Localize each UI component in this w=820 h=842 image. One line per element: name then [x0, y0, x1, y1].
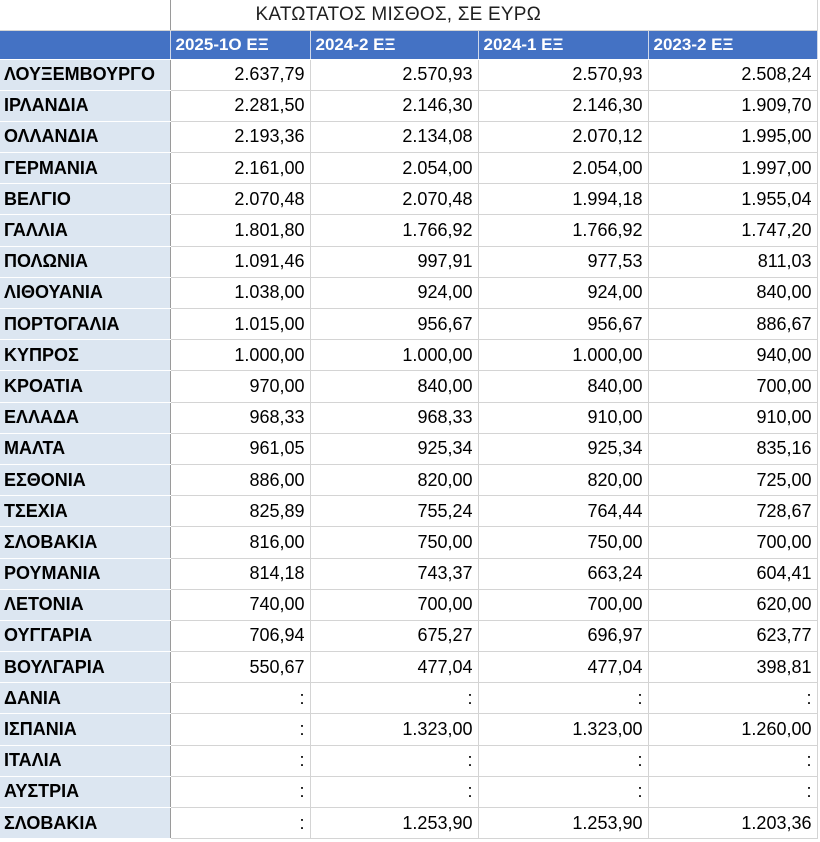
- value-cell[interactable]: 750,00: [310, 527, 478, 558]
- value-cell[interactable]: 820,00: [310, 464, 478, 495]
- table-row: [0, 496, 817, 527]
- table-row: [0, 808, 817, 839]
- value-cell[interactable]: 764,44: [478, 496, 648, 527]
- value-cell[interactable]: 1.015,00: [170, 309, 310, 340]
- value-cell[interactable]: 956,67: [478, 309, 648, 340]
- title-corner-cell[interactable]: [0, 0, 170, 30]
- value-cell[interactable]: 997,91: [310, 246, 478, 277]
- country-cell[interactable]: ΒΕΛΓΙΟ: [0, 184, 170, 215]
- value-cell[interactable]: :: [478, 683, 648, 714]
- country-cell[interactable]: ΟΥΓΓΑΡΙΑ: [0, 620, 170, 651]
- title-row: [0, 0, 817, 30]
- value-cell[interactable]: 728,67: [648, 496, 817, 527]
- value-cell[interactable]: 1.323,00: [310, 714, 478, 745]
- country-cell[interactable]: ΙΡΛΑΝΔΙΑ: [0, 90, 170, 121]
- country-cell[interactable]: ΙΤΑΛΙΑ: [0, 745, 170, 776]
- header-corner-cell[interactable]: [0, 30, 170, 59]
- value-cell[interactable]: 2.161,00: [170, 153, 310, 184]
- value-cell[interactable]: 700,00: [648, 527, 817, 558]
- value-cell[interactable]: 604,41: [648, 558, 817, 589]
- country-cell[interactable]: ΜΑΛΤΑ: [0, 433, 170, 464]
- table-row: [0, 59, 817, 90]
- column-header[interactable]: 2024-1 ΕΞ: [478, 30, 648, 59]
- value-cell[interactable]: 1.997,00: [648, 153, 817, 184]
- table-row: [0, 277, 817, 308]
- value-cell[interactable]: 1.766,92: [310, 215, 478, 246]
- value-cell[interactable]: 2.508,24: [648, 59, 817, 90]
- value-cell[interactable]: 840,00: [478, 371, 648, 402]
- value-cell[interactable]: 2.146,30: [310, 90, 478, 121]
- value-cell[interactable]: 1.000,00: [478, 340, 648, 371]
- country-cell[interactable]: ΑΥΣΤΡΙΑ: [0, 776, 170, 807]
- country-cell[interactable]: ΕΛΛΑΔΑ: [0, 402, 170, 433]
- table-row: [0, 121, 817, 152]
- country-cell[interactable]: ΣΛΟΒΑΚΙΑ: [0, 527, 170, 558]
- table-row: [0, 90, 817, 121]
- value-cell[interactable]: 968,33: [170, 402, 310, 433]
- value-cell[interactable]: 2.281,50: [170, 90, 310, 121]
- table-row: [0, 620, 817, 651]
- value-cell[interactable]: 1.766,92: [478, 215, 648, 246]
- value-cell[interactable]: :: [648, 776, 817, 807]
- value-cell[interactable]: 910,00: [648, 402, 817, 433]
- value-cell[interactable]: 977,53: [478, 246, 648, 277]
- value-cell[interactable]: 2.146,30: [478, 90, 648, 121]
- value-cell[interactable]: :: [310, 776, 478, 807]
- value-cell[interactable]: 924,00: [478, 277, 648, 308]
- country-cell[interactable]: ΕΣΘΟΝΙΑ: [0, 464, 170, 495]
- value-cell[interactable]: 700,00: [478, 589, 648, 620]
- country-cell[interactable]: ΣΛΟΒΑΚΙΑ: [0, 808, 170, 839]
- value-cell[interactable]: 820,00: [478, 464, 648, 495]
- header-row: [0, 30, 817, 59]
- table-row: [0, 340, 817, 371]
- value-cell[interactable]: 750,00: [478, 527, 648, 558]
- column-header[interactable]: 2025-1Ο ΕΞ: [170, 30, 310, 59]
- value-cell[interactable]: 1.994,18: [478, 184, 648, 215]
- value-cell[interactable]: 2.070,48: [170, 184, 310, 215]
- column-header[interactable]: 2023-2 ΕΞ: [648, 30, 817, 59]
- value-cell[interactable]: 2.570,93: [478, 59, 648, 90]
- value-cell[interactable]: 1.323,00: [478, 714, 648, 745]
- value-cell[interactable]: 840,00: [648, 277, 817, 308]
- value-cell[interactable]: 835,16: [648, 433, 817, 464]
- value-cell[interactable]: 1.260,00: [648, 714, 817, 745]
- value-cell[interactable]: 700,00: [310, 589, 478, 620]
- value-cell[interactable]: 663,24: [478, 558, 648, 589]
- country-cell[interactable]: ΔΑΝΙΑ: [0, 683, 170, 714]
- country-cell[interactable]: ΠΟΡΤΟΓΑΛΙΑ: [0, 309, 170, 340]
- value-cell[interactable]: 1.203,36: [648, 808, 817, 839]
- value-cell[interactable]: 1.995,00: [648, 121, 817, 152]
- country-cell[interactable]: ΡΟΥΜΑΝΙΑ: [0, 558, 170, 589]
- country-cell[interactable]: ΤΣΕΧΙΑ: [0, 496, 170, 527]
- country-cell[interactable]: ΛΙΘΟΥΑΝΙΑ: [0, 277, 170, 308]
- value-cell[interactable]: 1.091,46: [170, 246, 310, 277]
- table-row: [0, 371, 817, 402]
- country-cell[interactable]: ΛΕΤΟΝΙΑ: [0, 589, 170, 620]
- value-cell[interactable]: 2.070,12: [478, 121, 648, 152]
- value-cell[interactable]: 2.570,93: [310, 59, 478, 90]
- country-cell[interactable]: ΛΟΥΞΕΜΒΟΥΡΓΟ: [0, 59, 170, 90]
- value-cell[interactable]: 2.637,79: [170, 59, 310, 90]
- value-cell[interactable]: 940,00: [648, 340, 817, 371]
- table-row: [0, 652, 817, 683]
- value-cell[interactable]: :: [310, 683, 478, 714]
- value-cell[interactable]: 700,00: [648, 371, 817, 402]
- value-cell[interactable]: 623,77: [648, 620, 817, 651]
- table-row: [0, 433, 817, 464]
- value-cell[interactable]: 886,67: [648, 309, 817, 340]
- table-row: [0, 776, 817, 807]
- value-cell[interactable]: 970,00: [170, 371, 310, 402]
- value-cell[interactable]: 840,00: [310, 371, 478, 402]
- table-body: [0, 59, 817, 839]
- country-cell[interactable]: ΚΥΠΡΟΣ: [0, 340, 170, 371]
- table-row: [0, 309, 817, 340]
- value-cell[interactable]: 398,81: [648, 652, 817, 683]
- value-cell[interactable]: 1.253,90: [478, 808, 648, 839]
- value-cell[interactable]: 1.909,70: [648, 90, 817, 121]
- value-cell[interactable]: 886,00: [170, 464, 310, 495]
- value-cell[interactable]: 968,33: [310, 402, 478, 433]
- value-cell[interactable]: 961,05: [170, 433, 310, 464]
- value-cell[interactable]: 1.801,80: [170, 215, 310, 246]
- value-cell[interactable]: 1.747,20: [648, 215, 817, 246]
- table-title[interactable]: ΚΑΤΩΤΑΤΟΣ ΜΙΣΘΟΣ, ΣΕ ΕΥΡΩ: [170, 0, 817, 30]
- value-cell[interactable]: :: [648, 745, 817, 776]
- value-cell[interactable]: 1.955,04: [648, 184, 817, 215]
- value-cell[interactable]: 2.134,08: [310, 121, 478, 152]
- country-cell[interactable]: ΚΡΟΑΤΙΑ: [0, 371, 170, 402]
- table-row: [0, 464, 817, 495]
- value-cell[interactable]: 550,67: [170, 652, 310, 683]
- value-cell[interactable]: 1.000,00: [170, 340, 310, 371]
- value-cell[interactable]: 1.038,00: [170, 277, 310, 308]
- country-cell[interactable]: ΠΟΛΩΝΙΑ: [0, 246, 170, 277]
- value-cell[interactable]: 925,34: [478, 433, 648, 464]
- value-cell[interactable]: 910,00: [478, 402, 648, 433]
- value-cell[interactable]: 925,34: [310, 433, 478, 464]
- value-cell[interactable]: :: [310, 745, 478, 776]
- table-row: [0, 246, 817, 277]
- value-cell[interactable]: 755,24: [310, 496, 478, 527]
- value-cell[interactable]: :: [170, 776, 310, 807]
- table-row: [0, 683, 817, 714]
- country-cell[interactable]: ΓΑΛΛΙΑ: [0, 215, 170, 246]
- value-cell[interactable]: 924,00: [310, 277, 478, 308]
- value-cell[interactable]: 814,18: [170, 558, 310, 589]
- value-cell[interactable]: 675,27: [310, 620, 478, 651]
- value-cell[interactable]: :: [478, 776, 648, 807]
- table-row: [0, 589, 817, 620]
- value-cell[interactable]: 2.070,48: [310, 184, 478, 215]
- value-cell[interactable]: 1.253,90: [310, 808, 478, 839]
- value-cell[interactable]: 725,00: [648, 464, 817, 495]
- value-cell[interactable]: 620,00: [648, 589, 817, 620]
- value-cell[interactable]: 740,00: [170, 589, 310, 620]
- value-cell[interactable]: 956,67: [310, 309, 478, 340]
- value-cell[interactable]: 743,37: [310, 558, 478, 589]
- value-cell[interactable]: 816,00: [170, 527, 310, 558]
- value-cell[interactable]: :: [170, 683, 310, 714]
- value-cell[interactable]: 477,04: [310, 652, 478, 683]
- value-cell[interactable]: 706,94: [170, 620, 310, 651]
- table-row: [0, 402, 817, 433]
- value-cell[interactable]: 696,97: [478, 620, 648, 651]
- column-header[interactable]: 2024-2 ΕΞ: [310, 30, 478, 59]
- value-cell[interactable]: :: [170, 714, 310, 745]
- value-cell[interactable]: :: [170, 808, 310, 839]
- value-cell[interactable]: :: [648, 683, 817, 714]
- table-row: [0, 215, 817, 246]
- value-cell[interactable]: 825,89: [170, 496, 310, 527]
- country-cell[interactable]: ΟΛΛΑΝΔΙΑ: [0, 121, 170, 152]
- value-cell[interactable]: 2.054,00: [310, 153, 478, 184]
- table-row: [0, 184, 817, 215]
- table-row: [0, 153, 817, 184]
- country-cell[interactable]: ΒΟΥΛΓΑΡΙΑ: [0, 652, 170, 683]
- table-row: [0, 527, 817, 558]
- table-row: [0, 558, 817, 589]
- value-cell[interactable]: :: [478, 745, 648, 776]
- country-cell[interactable]: ΓΕΡΜΑΝΙΑ: [0, 153, 170, 184]
- value-cell[interactable]: 2.193,36: [170, 121, 310, 152]
- value-cell[interactable]: 2.054,00: [478, 153, 648, 184]
- table-row: [0, 745, 817, 776]
- value-cell[interactable]: 811,03: [648, 246, 817, 277]
- table-row: [0, 714, 817, 745]
- value-cell[interactable]: :: [170, 745, 310, 776]
- country-cell[interactable]: ΙΣΠΑΝΙΑ: [0, 714, 170, 745]
- value-cell[interactable]: 477,04: [478, 652, 648, 683]
- value-cell[interactable]: 1.000,00: [310, 340, 478, 371]
